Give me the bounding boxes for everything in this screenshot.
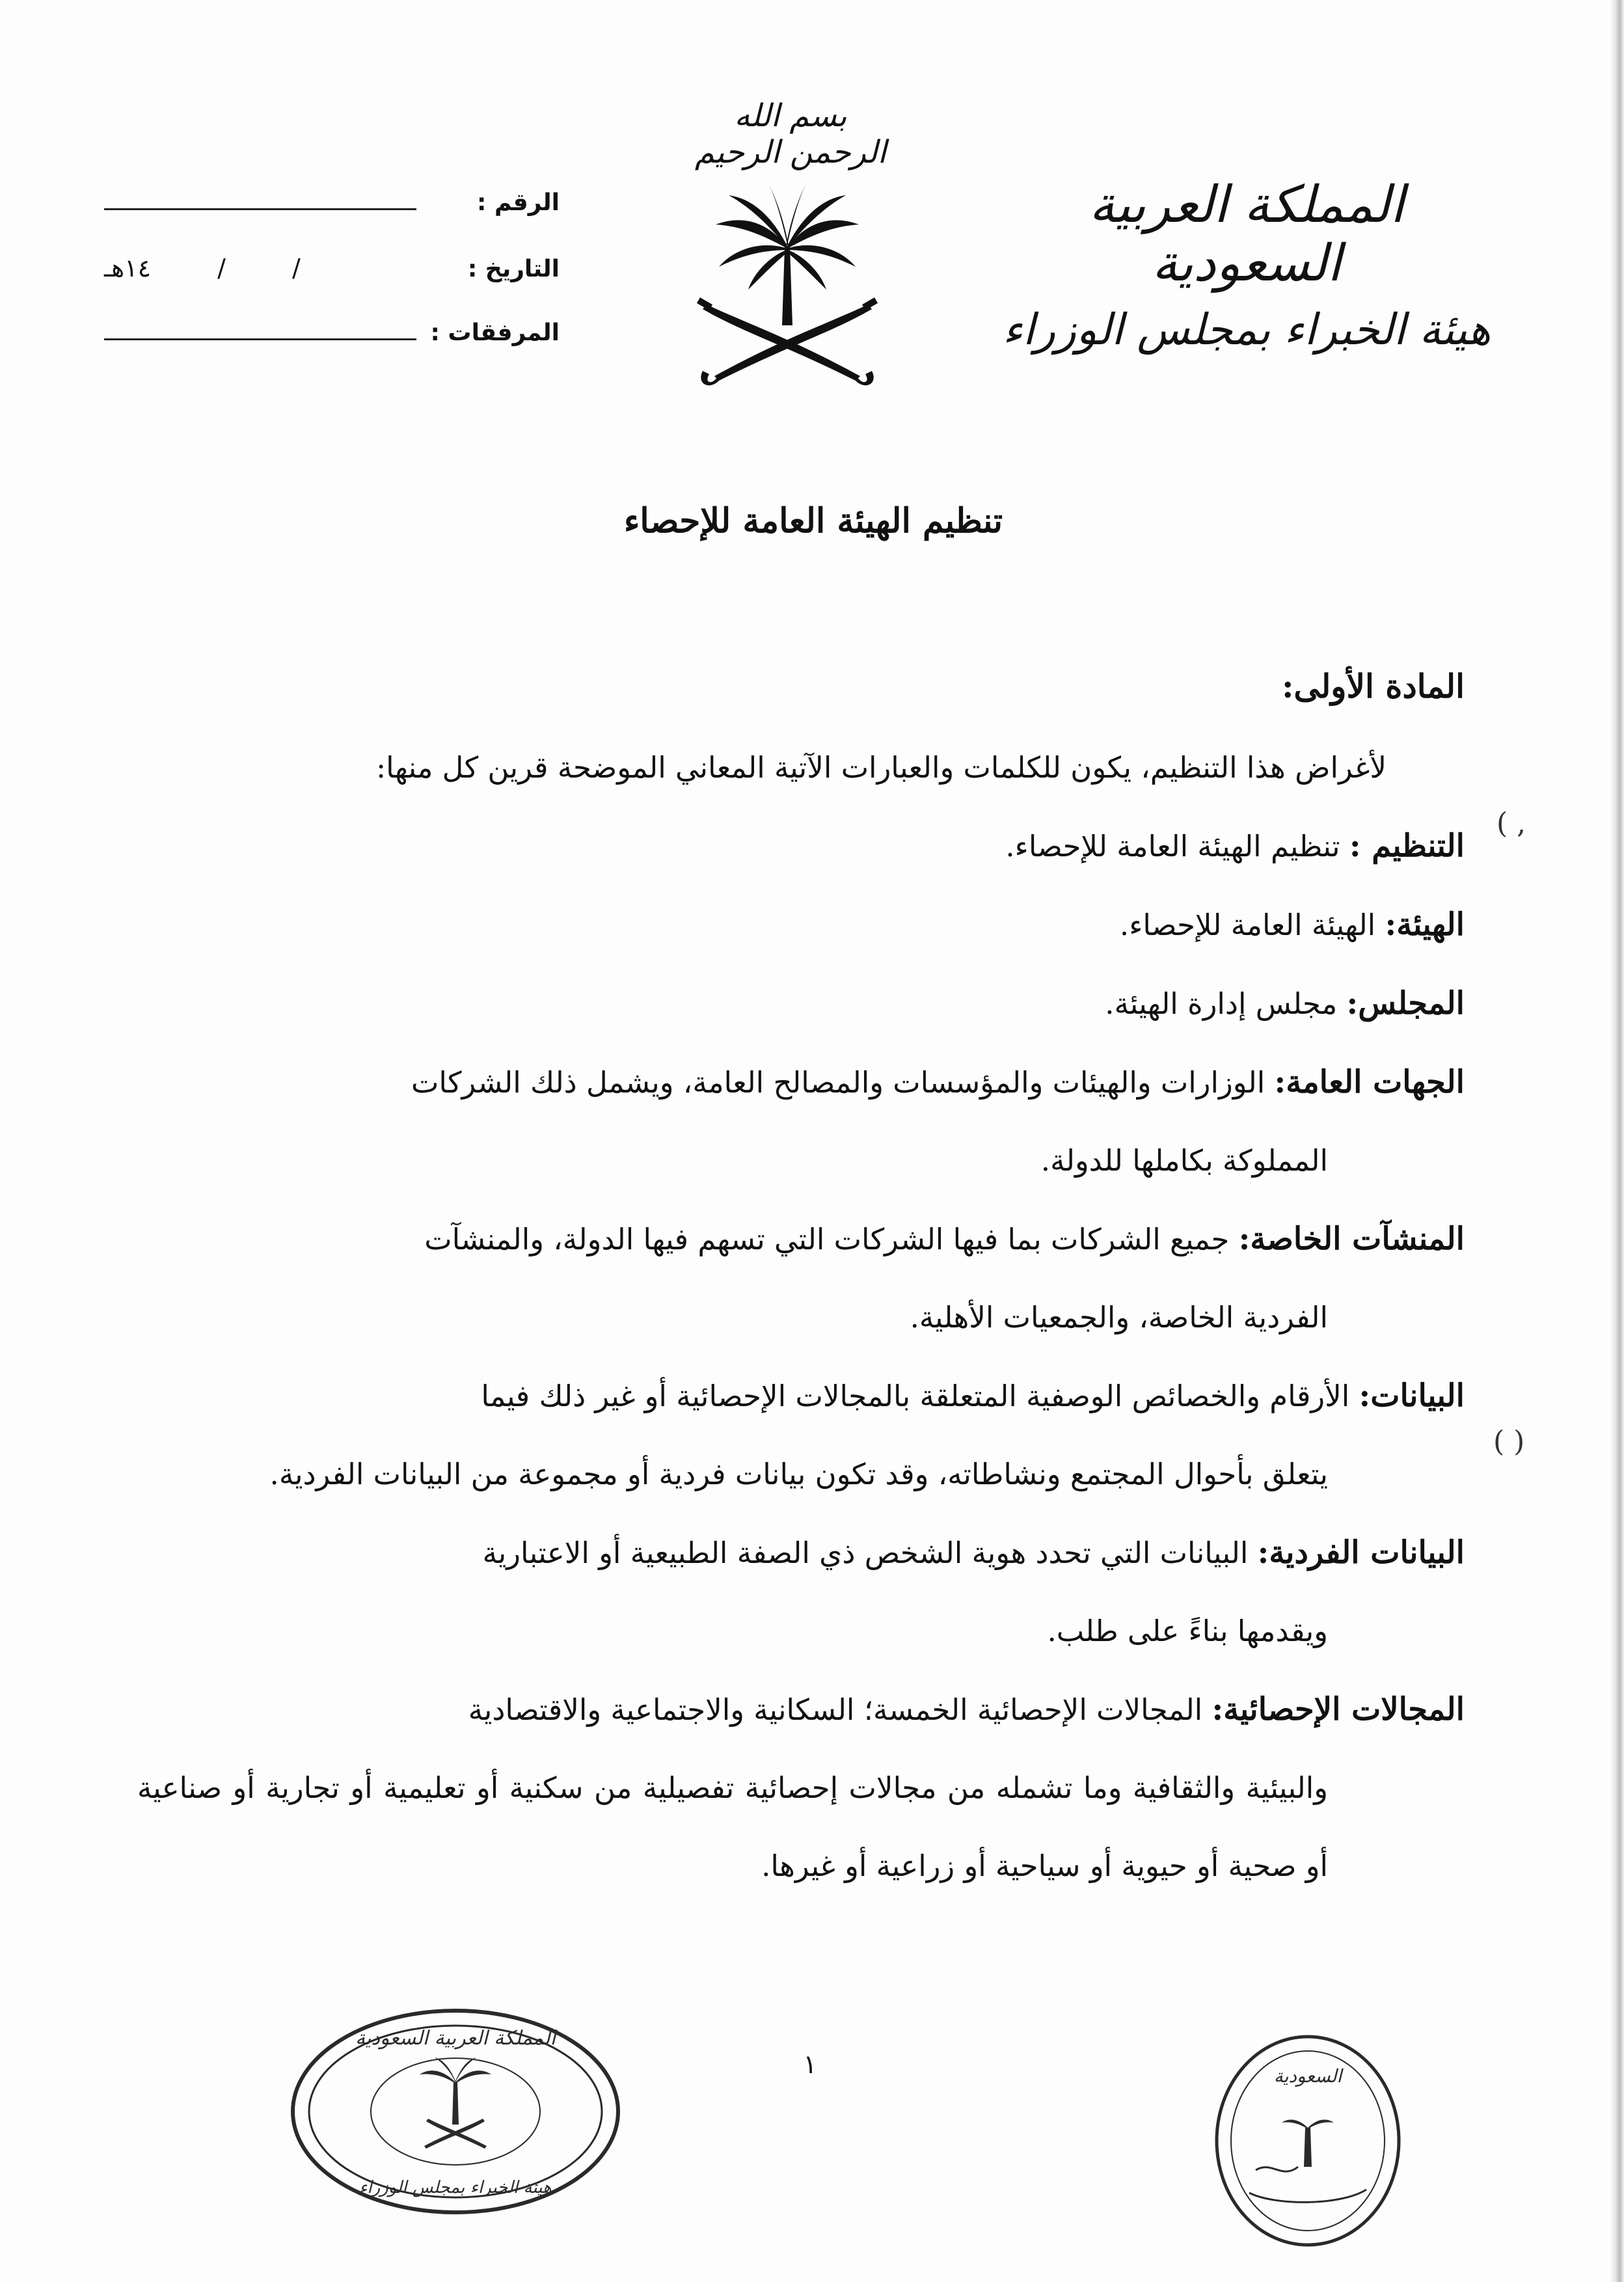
article-intro: لأغراض هذا التنظيم، يكون للكلمات والعبارات الآتية المعاني الموضحة قرين كل منها: xyxy=(376,750,1387,785)
definition-term: المنشآت الخاصة: xyxy=(1238,1221,1465,1257)
definition-text: تنظيم الهيئة العامة للإحصاء. xyxy=(1005,829,1349,863)
definition-text: البيانات التي تحدد هوية الشخص ذي الصفة الطبيعية أو الاعتبارية xyxy=(482,1536,1258,1570)
article-heading: المادة الأولى: xyxy=(1281,667,1465,705)
seal-bottom-text: هيئة الخبراء بمجلس الوزراء xyxy=(359,2178,552,2197)
definition-text: الأرقام والخصائص الوصفية المتعلقة بالمجالات الإحصائية أو غير ذلك فيما xyxy=(481,1379,1359,1413)
definition-term: المجلس: xyxy=(1346,985,1465,1022)
definition-term: المجالات الإحصائية: xyxy=(1211,1691,1465,1728)
definition-item xyxy=(137,1357,1465,1435)
document-title: تنظيم الهيئة العامة للإحصاء xyxy=(623,501,1003,541)
definition-term: الجهات العامة: xyxy=(1274,1064,1465,1100)
document-body xyxy=(137,644,1465,1905)
ref-attachments-row xyxy=(91,319,560,384)
definition-continuation: المملوكة بكاملها للدولة. xyxy=(1040,1143,1328,1178)
definition-text: الهيئة العامة للإحصاء. xyxy=(1119,908,1385,942)
page-number: ١ xyxy=(803,2050,817,2080)
definition-text: مجلس إدارة الهيئة. xyxy=(1105,986,1347,1021)
definition-continuation: ويقدمها بناءً على طلب. xyxy=(1047,1614,1328,1648)
ref-number-label: الرقم : xyxy=(477,189,560,216)
definition-item xyxy=(137,1514,1465,1592)
definition-item xyxy=(137,1670,1465,1749)
definition-continuation: والبيئية والثقافية وما تشمله من مجالات إحصائية تفصيلية من سكنية أو تعليمية أو تجارية أو صناعية أو صحية أو حيوية أو سياحية أو زراعية أو غيرها. xyxy=(137,1771,1328,1883)
definition-text: المجالات الإحصائية الخمسة؛ السكانية والاجتماعية والاقتصادية xyxy=(468,1692,1212,1727)
definition-item xyxy=(137,1043,1465,1122)
ref-attachments-line xyxy=(104,319,416,340)
definition-item xyxy=(137,1200,1465,1279)
basmala: بسم الله الرحمن الرحيم xyxy=(694,98,887,170)
margin-mark-icon: ( ) xyxy=(1493,1425,1525,1458)
organization-header xyxy=(999,176,1494,355)
ref-number-row xyxy=(91,189,560,254)
definition-term: التنظيم : xyxy=(1349,828,1465,864)
seal-top-text: السعودية xyxy=(1273,2065,1342,2087)
scan-edge xyxy=(1610,0,1624,2282)
definition-text: جميع الشركات بما فيها الشركات التي تسهم فيها الدولة، والمنشآت xyxy=(424,1222,1239,1256)
org-name: المملكة العربية السعودية xyxy=(1089,176,1405,293)
ref-date-label: التاريخ : xyxy=(467,256,560,282)
definition-term: الهيئة: xyxy=(1385,906,1465,943)
definition-text: الوزارات والهيئات والمؤسسات والمصالح العامة، ويشمل ذلك الشركات xyxy=(411,1065,1275,1100)
definition-term: البيانات: xyxy=(1359,1378,1465,1414)
definition-item xyxy=(137,964,1465,1043)
definition-item xyxy=(137,886,1465,964)
official-seal-icon xyxy=(286,2004,625,2219)
ref-date-row xyxy=(91,254,560,319)
definition-continuation: الفردية الخاصة، والجمعيات الأهلية. xyxy=(910,1300,1328,1335)
reference-block xyxy=(91,189,560,384)
org-unit: هيئة الخبراء بمجلس الوزراء xyxy=(1002,305,1491,355)
ref-number-line xyxy=(104,189,416,210)
definition-term: البيانات الفردية: xyxy=(1257,1534,1465,1571)
margin-mark-icon: ( , xyxy=(1496,807,1526,840)
seal-top-text: المملكة العربية السعودية xyxy=(355,2027,556,2050)
ref-date-value: ١٤هـ / / xyxy=(104,254,301,282)
saudi-emblem-palm-swords-icon xyxy=(690,176,885,397)
official-seal-icon xyxy=(1210,2030,1405,2251)
definition-continuation: يتعلق بأحوال المجتمع ونشاطاته، وقد تكون بيانات فردية أو مجموعة من البيانات الفردية. xyxy=(269,1457,1328,1491)
ref-attachments-label: المرفقات : xyxy=(430,319,560,346)
definition-item xyxy=(137,807,1465,886)
